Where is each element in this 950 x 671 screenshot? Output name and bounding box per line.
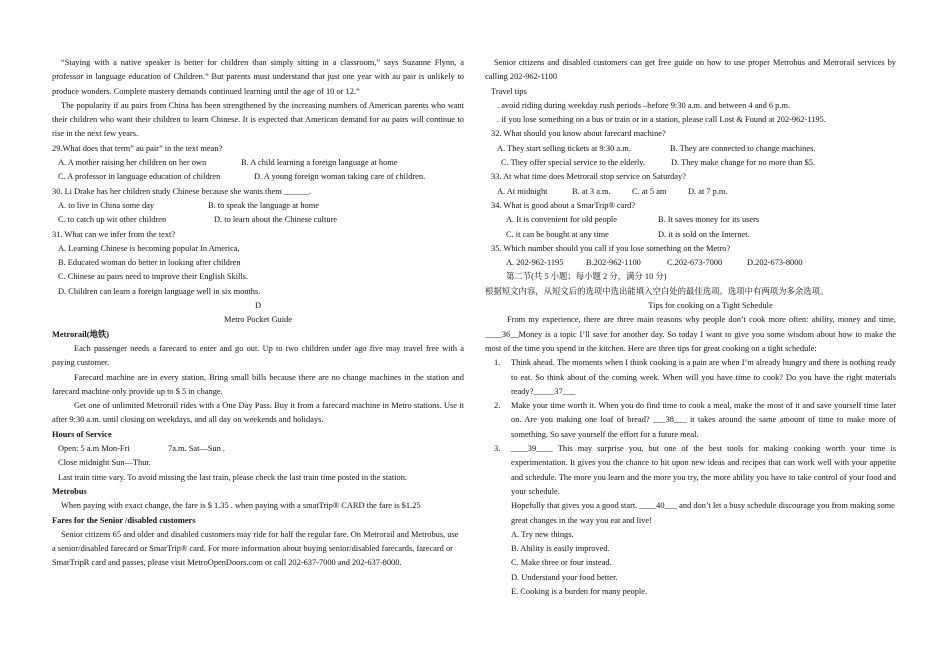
q33-option-c: C. at 5 am [632, 186, 667, 196]
q34-option-a: A. It is convenient for old people [506, 215, 617, 225]
q33-option-b: B. at 3 a.m. [572, 186, 611, 196]
cloze-option-b: B. Ability is easily improved. [511, 544, 610, 554]
q32-option-c: C. They offer special service to the elderly. [501, 158, 646, 168]
q35-option-c: C.202-673-7000 [667, 258, 723, 268]
right-column [485, 56, 896, 599]
metrobus-paragraph: When paying with exact change, the fare is $ 1.35 . when paying with a smatTrip® CARD the fare is $1.25 [61, 501, 421, 511]
question-31-stem: 31. What can we infer from the text? [52, 229, 176, 239]
q30-option-d: D. to learn about the Chinese culture [214, 215, 338, 225]
senior-guide-paragraph: Senior citizens and disabled customers can get free guide on how to use proper Metrobus and Metrorail services by calling 202-962-1100 [485, 58, 896, 82]
cooking-tip-2-number: 2. [494, 401, 501, 411]
q30-option-b: B. to speak the language at home [208, 200, 319, 210]
cloze-conclusion: Hopefully that gives you a good start. ____40___ and don’t let a busy schedule discourage you from making some great changes in the way you eat and live! [511, 501, 895, 525]
q31-option-d: D. Children can learn a foreign language well in six months. [58, 286, 261, 296]
cooking-tip-1 [494, 356, 896, 399]
question-32-stem: 32. What should you know about farecard machine? [491, 129, 666, 139]
metrorail-paragraph-1: Each passenger needs a farecard to enter and go out. Up to two children under ago five may travel free with a paying customer. [52, 343, 464, 368]
section-instruction: 根据短文内容，从短文后的选项中选出能填入空白处的最佳选项。选项中有两项为多余选项。 [485, 286, 829, 296]
question-32 [485, 127, 896, 170]
hours-weekend: 7a.m. Sat—Sun . [168, 444, 225, 454]
q32-option-b: B. They are connected to change machines. [670, 143, 816, 153]
cloze-intro: From my experience, there are three main reasons why people don’t cook more often: ability, money and time, ____36__Money is a topic I’ll save for another day. So today I want to give you some wisdom about how to make the most of the time you spend in the kitchen. Here are three tips for great cooking on a tight schedule: [485, 315, 896, 353]
question-29-stem: 29.What does that term” au pair” in the text mean? [52, 143, 223, 153]
travel-tips-heading: Travel tips [491, 86, 527, 96]
q33-option-a: A. At midnight [497, 186, 548, 196]
question-34-stem: 34. What is good about a SmarTrip® card? [491, 200, 636, 210]
cooking-tip-1-text: Think ahead. The moments when I think cooking is a pain are when I’m already hungry and there is nothing ready to eat. So think about of the coming week. When will you have time to cook? Do you have the right materials ready?_____37___ [511, 358, 896, 396]
fares-heading: Fares for the Senior /disabled customers [52, 515, 196, 525]
guide-title: Metro Pocket Guide [224, 315, 292, 325]
question-33-stem: 33. At what time does Metrorail stop service on Saturday? [491, 172, 686, 182]
question-33 [485, 170, 896, 199]
travel-tip-1: . avoid riding during weekday rush periods –before 9:30 a.m. and between 4 and 6 p.m. [497, 100, 791, 110]
cloze-option-e: E. Cooking is a burden for many people. [511, 586, 648, 596]
q33-option-d: D. at 7 p.m. [688, 186, 728, 196]
q29-option-a: A. A mother raising her children on her own [58, 158, 207, 168]
q31-option-a: A. Learning Chinese is becoming popular In America, [58, 243, 240, 253]
question-35-stem: 35. Which number should you call if you lose something on the Metro? [491, 243, 731, 253]
q32-option-d: D. They make change for no more than $5. [671, 158, 816, 168]
q29-option-c: C. A professor in language education of children [58, 172, 221, 182]
question-30 [52, 185, 464, 228]
q35-option-b: B.202-962-1100 [586, 258, 641, 268]
q30-option-c: C. to catch up wit other children [58, 215, 167, 225]
travel-tip-2: . if you lose something on a bus or train or in a station, please call Lost & Found at 202-962-1195. [497, 115, 826, 125]
cooking-tip-3-number: 3. [494, 444, 501, 454]
q35-option-a: A. 202-962-1195 [506, 258, 564, 268]
q34-option-c: C. it can be bought at any time [506, 229, 609, 239]
passage-c-paragraph-2: The popularity if au pairs from China has been strengthened by the increasing numbers of American parents who want their children who want their children to learn Chinese. It is expected that American demand for au pairs will continue to rise in the next few years. [52, 100, 464, 139]
q35-option-d: D.202-673-8000 [747, 258, 803, 268]
q29-option-d: D. A young foreign woman taking care of children. [254, 172, 426, 182]
hours-open: Open: 5 a.m Mon-Fri [58, 444, 130, 454]
metrorail-heading: Metrorail(地铁) [52, 329, 110, 339]
q32-option-a: A. They start selling tickets at 9:30 a.m. [497, 143, 631, 153]
cooking-tip-2-text: Make your time worth it. When you do find time to cook a meal, make the most of it and save yourself time later on. Are you making one loaf of bread? ___38___ it takes around the same amount of time to make more of something. So save yourself the effort for a future meal. [511, 401, 896, 439]
cooking-tip-3-text: ____39____ This may surprise you, but one of the best tools for making cooking worth your time is experimentation. It gives you the chance to hit upon new ideas and recipes that can work well with your appetite and schedule. The more you learn and the more you try, the more ability you have to take control of your food and your schedule. [511, 444, 896, 496]
part-two-heading: 第二节(共 5 小题；每小题 2 分，满分 10 分) [506, 272, 667, 282]
left-column [52, 56, 464, 571]
fares-paragraph: Senior citizens 65 and older and disabled customers may ride for half the regular fare. On Metrorail and Metrobus, use a senior/disabled farecard or SmarTrip® card. For more information about buying senior/disabled farecards, farecard or SmarTripR card and passes, please visit MetroOpenDoors.com or call 202-637-7000 and 202-637-8000. [52, 529, 459, 568]
cooking-tip-3 [494, 442, 896, 499]
cooking-tips-list [485, 356, 896, 499]
metrorail-paragraph-2: Farecard machine are in every station, Bring small bills because there are no change machines in the station and farecard machine only provide up to $ 5 in change. [52, 372, 464, 396]
question-30-stem: 30. Li Drake has her children study Chinese because she wants them ______. [52, 186, 312, 196]
q30-option-a: A. to live in China some day [58, 200, 155, 210]
cooking-tip-2 [494, 399, 896, 442]
cloze-title: Tips for cooking on a Tight Schedule [648, 301, 773, 311]
hours-heading: Hours of Service [52, 429, 112, 439]
question-34 [485, 199, 896, 242]
hours-close: Close midnight Sun—Thur. [58, 458, 151, 468]
cloze-option-a: A. Try new things. [511, 529, 574, 539]
q31-option-b: B. Educated woman do better in looking after children [58, 258, 241, 268]
q31-option-c: C. Chinese au pairs need to improve their English Skills. [58, 272, 249, 282]
section-letter: D [254, 301, 262, 311]
q34-option-b: B. It saves money for its users [658, 215, 760, 225]
question-35 [485, 242, 896, 271]
question-31 [52, 228, 464, 299]
cooking-tip-1-number: 1. [494, 358, 501, 368]
question-29 [52, 142, 464, 185]
metrobus-heading: Metrobus [52, 486, 87, 496]
cloze-option-d: D. Understand your food better. [511, 572, 618, 582]
metrorail-paragraph-3: Get one of unlimited Metrorail rides with a One Day Pass. Buy it from a farecard machine in Metro stations. Use it after 9:30 a.m. until closing on weekdays, and all day on weekends and holidays. [52, 401, 464, 425]
passage-c-paragraph-1: “Staying with a native speaker is better for children than simply sitting in a classroom,” says Suzanne Flynn, a professor in language education of Children.” But parents must understand that just one year with au pair is unlikely to produce wonders. Complete mastery demands continued learning until the age of 10 or 12.” [52, 58, 464, 96]
q29-option-b: B. A child learning a foreign language at home [241, 158, 398, 168]
cloze-option-c: C. Make three or four instead. [511, 558, 612, 568]
q34-option-d: D. it is sold on the Internet. [658, 229, 750, 239]
cloze-options [485, 528, 896, 599]
hours-last-train: Last train time vary. To avoid missing the last train, please check the last train time posted in the station. [58, 472, 407, 482]
